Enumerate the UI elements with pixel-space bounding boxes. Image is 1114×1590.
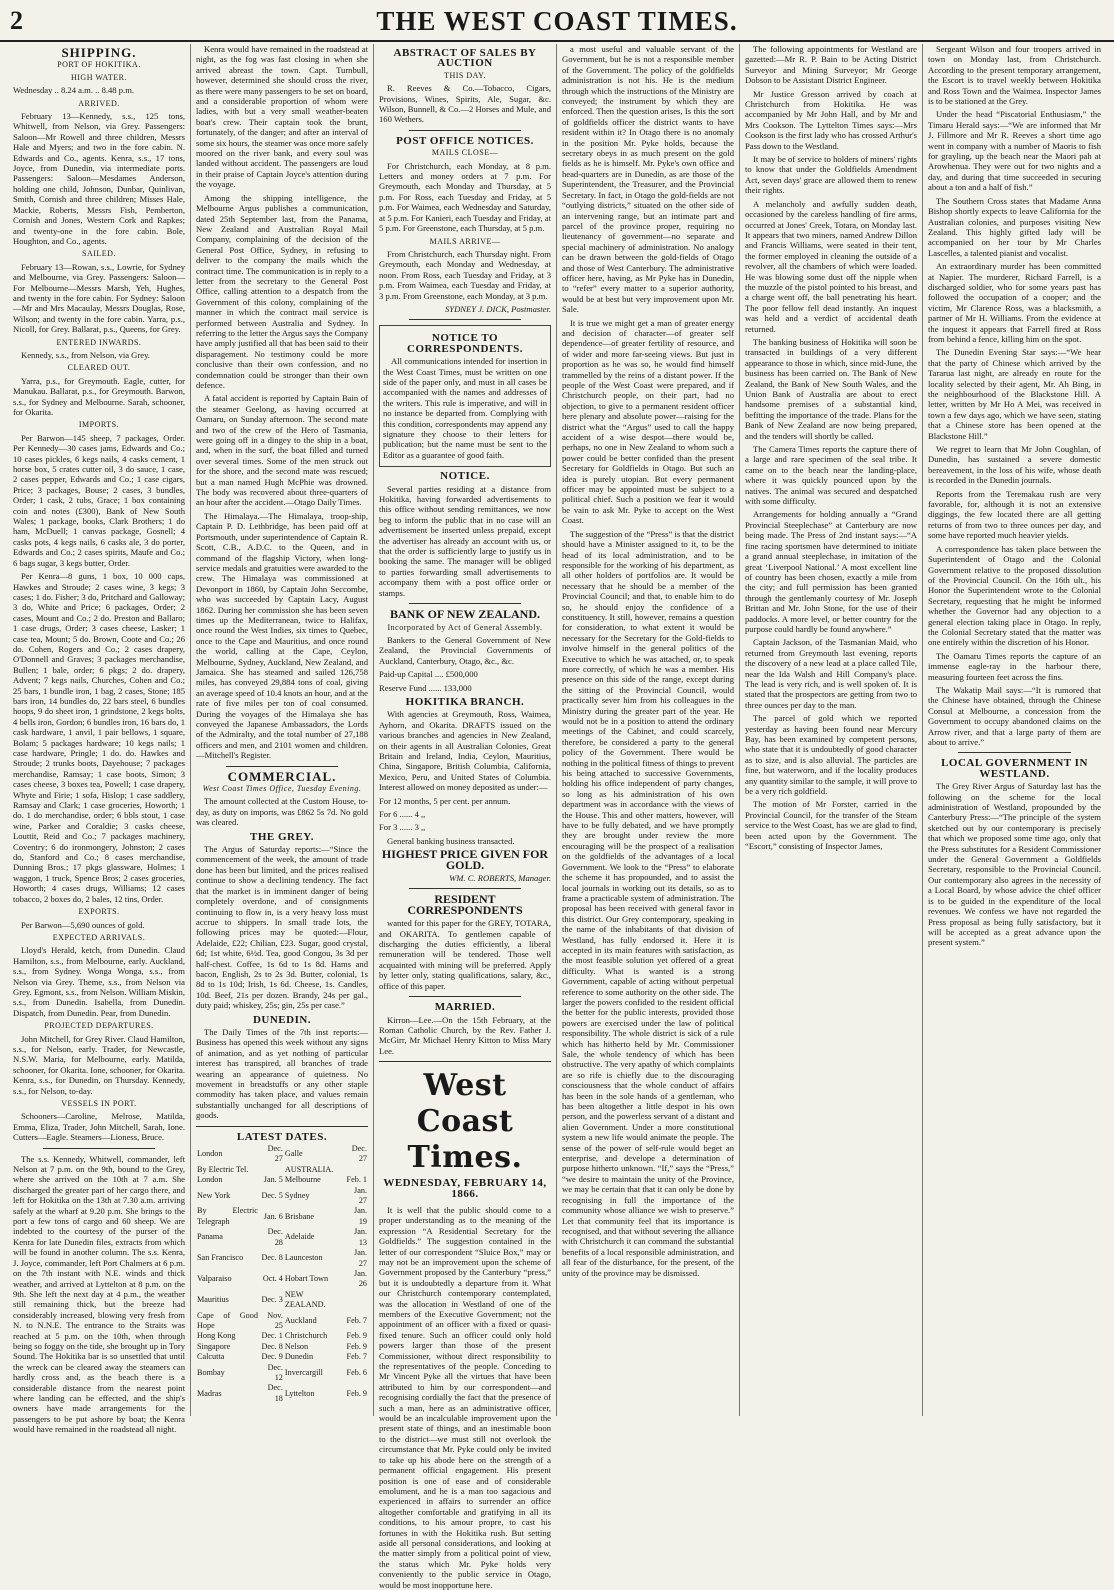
dates-row bbox=[196, 1311, 368, 1332]
dunedin-text: The Daily Times of the 7th inst reports:—Business has opened this week without any signs of animation, and as yet nothing of particular interest has transpired, all branches of trade wearing an appearance of quietness. No movement in breadstuffs or any other staple commodity has taken place, and values remain substantially unchanged for all descriptions of goods. bbox=[196, 1026, 368, 1121]
dates-row bbox=[196, 1383, 368, 1404]
dates-cell: Valparaiso bbox=[197, 1274, 232, 1284]
dates-row bbox=[196, 1331, 368, 1341]
dates-cell: Adelaide bbox=[284, 1232, 315, 1242]
imports-text: Per Barwon—145 sheep, 7 packages, Order. Per Kennedy—30 cases jams, Edwards and Co.; 10 cases pickles, 6 kegs nails, 4 casks cement, 1 horse box, 5 crates cutter oil, 3 do sauce, 1 case, 2 cases pepper, Edwards and Co.; 1 case cigars, Price; 3 packages, Bouse; 2 cases, 3 bundles, Order; 1 cask, 2 tubs, Grace; 1 box containing coin and notes (£300), Bank of New South Wales; 1 package, books, Clark Brothers; 1 do ham, McDuell; 1 canvas package, Gosnell; 4 casks pots, 4 kegs nails, 6 casks ale, 3 do porter, Edwards and Co.; 2 cases spirits, Maufe and Co.; 6 bags sugar, 3 kegs butter, Order. bbox=[13, 432, 185, 568]
postmaster-signature: SYDNEY J. DICK, Postmaster. bbox=[445, 303, 551, 314]
branch-heading: HOKITIKA BRANCH. bbox=[405, 695, 525, 708]
teremakau-item: Reports from the Teremakau rush are very favorable, for, although it is not an extensive diggings, the few located there are all getting returns of from two to three ounces per day, and some have reported much heavier yields. bbox=[928, 488, 1101, 541]
local-government-text: The Grey River Argus of Saturday last has the following on the scheme for the local administration of Westland, propounded by the Canterbury Press:—“The principle of the system sketched out by our contemporary is precisely that which we proposed some time ago, only that the Press substitutes for a Resident Commissioner under the General Government a Goldfields Secretary, responsible to the Provincial Council. Our contemporary also agrees in the necessity of a Local Board, by whose advice the chief officer is to be guided in the expenditure of the local revenues. We confess we have not regarded the Press proposal as being fully satisfactory, but it will be accepted as a great advance upon the present system.” bbox=[928, 781, 1101, 948]
paper-nameplate: West Coast Times. bbox=[407, 1068, 523, 1176]
steeplechase-item: Arrangements for holding annually a “Grand Provincial Steeplechase” at Canterbury are now being made. The Press of 2nd instant says:—“A fine racing sportsmen have determined to initiate a grand annual steeplechase, in imitation of the great ‘Liverpool National.’ A most excellent line of country has been chosen, exactly a mile from the city; and full permission has been granted through the gentlemanly courtesy of Mr. Joseph Brittan and Mr. John Stone, for the use of their paddocks. A more level, or better country for the purpose could hardly be found anywhere.” bbox=[745, 509, 917, 634]
divider bbox=[409, 603, 521, 604]
commercial-dateline: West Coast Times Office, Tuesday Evening. bbox=[202, 784, 362, 794]
banking-item: The banking business of Hokitika will soon be transacted in buildings of a very different appearance to those in which, since mid-June, the business has been carried on. The Bank of New Zealand, the Bank of New South Wales, and the Union Bank of Australia are about to erect handsome premises of a substantial kind, befitting the importance of the trade. Plans for the Bank of New Zealand are now being prepared, and the tenders will shortly be called. bbox=[745, 336, 917, 441]
column-5 bbox=[740, 44, 923, 1416]
dates-cell: Jan. 6 bbox=[263, 1211, 283, 1221]
dates-cell: Dec. 3 bbox=[261, 1294, 283, 1304]
piscatorial-item: Under the head “Piscatorial Enthusiasm,” the Timaru Herald says:—“We are informed that Mr J. Fillmore and Mr R. Reeves a short time ago went in company with a number of Maoris to fish for grayling, up the beach near the Maori pah at Arowhenua. They were out for two nights and a day, and during that time succeeded in securing about a ton and a half of fish.” bbox=[928, 109, 1101, 193]
dunedin-heading: DUNEDIN. bbox=[252, 1013, 312, 1026]
cleared-label: CLEARED OUT. bbox=[67, 363, 131, 373]
dates-row bbox=[196, 1352, 368, 1362]
dates-cell: Nelson bbox=[284, 1341, 309, 1351]
dates-cell: Nov. 25 bbox=[267, 1310, 283, 1330]
gold-parcel-item: The parcel of gold which we reported yesterday as having been found near Mercury Bay, has been examined by competent persons, who state that it is undoubtedly of good character as to size, and is also alluvial. The particles are fine, but waterworn, and if the locality produces any quantity similar to the sample, it will prove to be a very rich goldfield. bbox=[745, 713, 917, 797]
dates-cell: Dec. 1 bbox=[261, 1331, 283, 1341]
high-water-line: Wednesday .. 8.24 a.m. .. 8.48 p.m. bbox=[13, 85, 135, 96]
dates-cell: Oct. 4 bbox=[262, 1274, 283, 1284]
exports-label: EXPORTS. bbox=[78, 907, 120, 917]
notice-correspondents-box bbox=[379, 325, 551, 467]
dates-row bbox=[196, 1269, 368, 1290]
new-lead-item: Captain Jackson, of the Tasmanian Maid, who returned from Greymouth last evening, reports the discovery of a new lead at a place called Tile, near the Ida Walsh and Hill Company's place. The lead is very rich, and is well spoken of. It is stated that the prospectors are getting from two to three ounces per day to the man. bbox=[745, 637, 917, 710]
shipping-heading: SHIPPING. bbox=[61, 45, 137, 60]
dates-cell: Bombay bbox=[197, 1367, 225, 1377]
latest-dates-table bbox=[196, 1144, 368, 1404]
dates-row bbox=[196, 1342, 368, 1352]
dates-cell: Cape of Good Hope bbox=[197, 1310, 258, 1330]
divider bbox=[43, 1148, 155, 1149]
post-office-text: For Christchurch, each Monday, at 8 p.m. Letters and money orders at 7 p.m. For Greymouth, each Monday and Thursday, at 5 p.m. For Ross, each Tuesday and Friday, at 5 p.m. For Waimea, each Wednesday and Saturday, at 5 p.m. For Kanieri, each Tuesday and Friday, at 5 p.m. For Greenstone, each Thursday, at 5 p.m. bbox=[379, 160, 552, 234]
dates-row bbox=[196, 1186, 368, 1207]
masthead bbox=[0, 0, 1114, 42]
leader-continued: a most useful and valuable servant of the Government, but he is not a responsible member of the Government. The policy of the goldfields administration is not his. He is the medium through which the instructions of the Ministry are conveyed; the instrument by which they are enforced. Then the question arises, Is this the sort of goldfields officer the district wants to have resident within it? In Otago there is no anomaly in the position Mr. Pyke holds, because the secretary obeys in as much present on the gold fields as he is himself. Mr. Pyke's own office and head-quarters are in Dunedin, as are those of the Superintendent, the Treasurer, and the Provincial Secretary. In fact, in Otago the gold-fields are not “outlying districts,” situated on the other side of an intervening range, but an intimate part and parcel of the province proper, requiring no lieutenancy of government—no separate and special machinery of administration. No analogy can be drawn between the gold-fields of Otago and those of West Canterbury. The administrative officer here, having, as Mr Pyke has in Dunedin, to “refer” every matter to a superior authority, would be at best but very improvement upon Mr. Sale. bbox=[562, 44, 734, 315]
columns bbox=[8, 44, 1108, 1590]
dates-cell: Dec. 27 bbox=[351, 1144, 367, 1164]
port-subheading: PORT OF HOKITIKA. bbox=[57, 60, 141, 70]
arrived-text: February 13—Kennedy, s.s., 125 tons, Whitwell, from Nelson, via Grey. Passengers: Saloon—Mr Rowell and three children, Messrs Hale and Myers; and two in the fore cabin. N. Edwards and Co., agents. Kenra, s.s., 17 tons, Joyce, from Dunedin, via intermediate ports. Passengers: Saloon—Mesdames Anderson, holding one child, Johnson, Dunbar, Quinlivan, Smith, Cornish and three children; Misses Hale, Mackie, Roberts, Messrs Fish, Pemberton, Cornish and Jones, Western Cork and Rapkes; and twenty-one in the fore cabin. Bole, Houghton, and Co., agents. bbox=[13, 111, 185, 246]
dates-cell: Jan. 5 bbox=[263, 1175, 283, 1185]
dates-row bbox=[196, 1227, 368, 1248]
entered-label: ENTERED INWARDS. bbox=[56, 337, 142, 347]
abstract-heading: ABSTRACT OF SALES BY AUCTION bbox=[393, 47, 537, 70]
steam-service-item: The motion of Mr Forster, carried in the Provincial Council, for the transfer of the Steam service to the West Coast, has we are glad to find, been acted upon by the Government. The “Escort,” consisting of Inspector James, bbox=[745, 799, 917, 852]
dates-cell: Feb. 9 bbox=[346, 1341, 367, 1351]
rate-3-months: For 3 ...... 3 ,, bbox=[379, 822, 426, 833]
dates-cell: Galle bbox=[284, 1149, 303, 1159]
resident-correspondents-text: wanted for this paper for the GREY, TOTARA, and OKARITA. To gentlemen capable of discharging the duties efficiently, a liberal remuneration will be tendered. Those well acquainted with mining will be preferred. Apply by letter only, stating qualifications, salary, &c., office of this paper. bbox=[379, 918, 551, 991]
abstract-text: R. Reeves & Co.—Tobacco, Cigars, Provisions, Wines, Spirits, Ale, Sugar, &c. Wilson, Bunnell, & Co.—2 Horses and Mule, and 160 Wethers. bbox=[379, 83, 551, 125]
dates-cell: By Electric Telegraph bbox=[197, 1206, 258, 1226]
miners-rights-item: It may be of service to holders of miners' rights to know that under the Goldfields Amendment Act, seven days' grace are allowed them to renew their rights. bbox=[745, 154, 917, 196]
dates-row bbox=[196, 1144, 368, 1165]
bank-sub: Incorporated by Act of General Assembly. bbox=[387, 622, 543, 632]
dates-cell: Dec. 12 bbox=[267, 1362, 283, 1382]
dates-row bbox=[196, 1363, 368, 1384]
post-office-text-2: From Christchurch, each Thursday night. From Greymouth, each Monday and Wednesday, at noon. From Ross, each Tuesday and Friday, at 3 p.m. From Waimea, each Tuesday and Friday, at 3 p.m. From Greenstone, each Monday, at 3 p.m. bbox=[379, 248, 551, 301]
column-2 bbox=[191, 44, 374, 1416]
expected-label: EXPECTED ARRIVALS. bbox=[52, 932, 146, 942]
dates-cell: Jan. 27 bbox=[354, 1248, 367, 1268]
kenra-continued: Kenra would have remained in the roadstead at night, as the fog was fast closing in when she arrived abreast the town. Capt. Turnbull, however, determined she should cross the river, as there were many passengers to be set on board, and a considerable proportion of whom were ladies, with but a very small weather-beaten boat's crew. Their captain took the brunt, fortunately, of the danger; and after an interval of some six hours, the steamer was once more safely moored on the river bank, and every soul was landed without accident. The passengers are loud in their praise of Captain Joyce's attention during the voyage. bbox=[196, 44, 368, 190]
column-4 bbox=[557, 44, 740, 1416]
dates-cell: Hong Kong bbox=[197, 1331, 236, 1341]
bank-heading: BANK OF NEW ZEALAND. bbox=[389, 607, 541, 622]
dates-cell: Dec. 28 bbox=[267, 1227, 283, 1247]
dates-cell bbox=[259, 1165, 284, 1175]
dates-cell: San Francisco bbox=[197, 1253, 244, 1263]
dates-cell: Madras bbox=[197, 1388, 222, 1398]
dates-cell: Feb. 7 bbox=[346, 1315, 367, 1325]
imports-label: IMPORTS. bbox=[78, 420, 120, 430]
dates-row bbox=[196, 1248, 368, 1269]
dates-cell: Auckland bbox=[284, 1315, 317, 1325]
divider bbox=[958, 752, 1071, 753]
married-heading: MARRIED. bbox=[434, 1001, 496, 1014]
bank-reserve-fund: Reserve Fund ...... 133,000 bbox=[379, 682, 472, 693]
latest-dates-heading: LATEST DATES. bbox=[236, 1130, 328, 1143]
dates-cell: New York bbox=[197, 1190, 231, 1200]
dates-row bbox=[196, 1175, 368, 1185]
dates-cell: By Electric Tel. bbox=[197, 1164, 249, 1174]
chinese-party-item: The Dunedin Evening Star says:—“We hear that the party of Chinese which arrived by the Tararua last night, are already en route for the locality selected by their agent, Mr. Ah Bing, in the neighbourhood of the Blackstone Hill. A letter, written by Mr Ho A Mei, was received in town a few days ago, which we have seen, stating that a Chinese store has been opened at the Blackstone Hill.” bbox=[928, 347, 1101, 441]
dates-cell: Melbourne bbox=[284, 1175, 321, 1185]
high-water-label: HIGH WATER. bbox=[70, 72, 127, 82]
mail-company-article: Among the shipping intelligence, the Melbourne Argus publishes a communication, dated 25th September last, from the Panama, New Zealand and Australian Royal Mail Company, complaining of the decision of the General Post Office, Sydney, in refusing to deliver to the company the mails which the contract time. The communication is in reply to a letter from the secretary to the General Post Office, calling attention to a despatch from the Government of this colony, complaining of the manner in which the contract mail service is performed between Australia and Sydney. In referring to the letter the Argus says the Company have amply justified all that has been said to their disparagement. No testimony could be more conclusive than their own confession, and no condemnation could be stronger than their own defence. bbox=[196, 192, 368, 390]
gold-price-line: HIGHEST PRICE GIVEN FOR GOLD. bbox=[381, 847, 549, 872]
grey-text: The Argus of Saturday reports:—“Since the commencement of the week, the amount of trade done has been but limited, and the prices realised continue to show a declining tendency. The fact that the market is in imminent danger of being completely overdone, and of consignments continuing to flow in, is a very heavy loss must accrue to shippers. In small trade lots, the following prices may be quoted:—Flour, Adelaide, £22; Chilian, £23. Sugar, good crystal, 6d; 1st white, 6½d. Tea, good Congou, 3s 3d per half-chest. Coffee, 1s 6d to 1s 8d. Hams and bacon, English, 2s to 2s 3d. Butter, colonial, 1s 8d to 1s 10d; Irish, 1s 6d. Cheese, 1s. Candles, 10d. Beef, 21s per dozen. Brandy, 24s per gal., duty paid; whiskey, 25s; gin, 25s per case.” bbox=[196, 844, 368, 1011]
dates-cell: London bbox=[197, 1149, 223, 1159]
resident-correspondents-heading: RESIDENT CORRESPONDENTS bbox=[407, 892, 523, 917]
dates-cell: Feb. 9 bbox=[346, 1331, 367, 1341]
column-3 bbox=[374, 44, 557, 1590]
commercial-text: The amount collected at the Custom House, to-day, as duty on imports, was £862 5s 7d. No gold was cleared. bbox=[196, 796, 368, 828]
dates-cell: Lyttelton bbox=[284, 1388, 315, 1398]
himalaya-article: The Himalaya.—The Himalaya, troop-ship, Captain P. D. Lethbridge, has been paid off at Portsmouth, under superintendence of Captain R. Scott, C.B., A.D.C. to the Queen, and in command of the flagship Victory, when long-service medals and gratuities were awarded to the crew. The Himalaya was commissioned at Devonport in 1860, by Captain John Seccombe, who was succeeded by Captain Lacy, August 1862. During her commission she has been seven times up the Mediterranean, twice to Halifax, once round the West Indies, six times to Quebec, once to the Cape and Mauritius, and once round the world, calling at the Cape, Ceylon, Melbourne, Sydney, Auckland, New Zealand, and Jamaica. She has steamed and sailed 126,758 miles, has conveyed 29,884 tons of coal, giving an average speed of 10.4 knots an hour, and at the rate of five miles per ton of coal consumed. During the voyages of the Himalaya she has conveyed the Japanese Ambassadors, the Lords of the Admiralty, and the total number of 27,188 officers and men, and 2101 women and children.—Mitchell's Register. bbox=[196, 510, 368, 761]
dates-cell bbox=[343, 1165, 368, 1175]
page-number: 2 bbox=[10, 6, 23, 35]
dates-cell: Invercargill bbox=[284, 1367, 323, 1377]
rate-6-months: For 6 ...... 4 ,, bbox=[379, 809, 426, 819]
bank-text: Bankers to the General Government of New Zealand, the Provincial Governments of Auckland, Canterbury, Otago, &c., &c. bbox=[379, 634, 551, 666]
dates-cell: Mauritius bbox=[197, 1294, 229, 1304]
column-6 bbox=[923, 44, 1106, 1416]
divider bbox=[409, 319, 521, 320]
divider bbox=[226, 766, 338, 767]
column-1 bbox=[8, 44, 191, 1435]
grey-heading: THE GREY. bbox=[249, 830, 314, 843]
dates-cell bbox=[343, 1290, 368, 1311]
arrived-label: ARRIVED. bbox=[78, 98, 120, 108]
dates-row bbox=[196, 1165, 368, 1175]
dates-cell: Brisbane bbox=[284, 1211, 314, 1221]
in-port-text: Schooners—Caroline, Melrose, Matilda, Emma, Eliza, Trader, John Mitchell, Sarah, Ione. Cutters—Eagle. Steamers—Lioness, Bruce. bbox=[13, 1111, 185, 1143]
masthead-title: THE WEST COAST TIMES. bbox=[376, 6, 738, 36]
dates-row bbox=[196, 1290, 368, 1311]
divider bbox=[379, 1061, 551, 1062]
mails-arrive-label: MAILS ARRIVE— bbox=[429, 236, 501, 246]
chinese-claims-item: The Wakatip Mail says:—“It is rumored that the Chinese have obtained, through the Chinese Consul at Melbourne, a concession from the Government to occupy abandoned claims on the Arrow river, and that a large party of them are about to arrive.” bbox=[928, 684, 1101, 747]
dates-cell: Dec. 8 bbox=[261, 1253, 283, 1263]
dates-row bbox=[196, 1206, 368, 1227]
dates-cell: Dec. 9 bbox=[261, 1352, 283, 1362]
sudden-death-item: A melancholy and awfully sudden death, occasioned by the careless handling of fire arms, occurred at Jones' Creek, Totara, on Monday last. It appears that two miners, named Andrew Dillon and Francis Williams, were seated in their tent, the former employed in cleaning the outside of a revolver, all the chambers of which were loaded. He was blowing some dust off the nipple when the muzzle of the pistol pointed to his breast, and a charge went off, the ball penetrating his heart. The poor fellow fell dead instantly. An inquest was held and a verdict of accidental death returned. bbox=[745, 198, 917, 334]
divider bbox=[409, 130, 521, 131]
dates-cell: Hobart Town bbox=[284, 1274, 329, 1284]
issue-dateline: WEDNESDAY, FEBRUARY 14, 1866. bbox=[383, 1177, 547, 1200]
dates-cell: NEW ZEALAND. bbox=[284, 1289, 326, 1310]
dates-cell: Dec. 18 bbox=[267, 1383, 283, 1403]
notice-text: Several parties residing at a distance from Hokitika, having forwarded advertisements to this office without sending remittances, we now beg to inform the public that in no case will an advertisement be inserted unless prepaid, except the advertiser has already an account with us, or that the order is sufficiently large to justify us in booking the same. The manager will be obliged to parties forwarding small advertisements to accompany them with a post office order or stamps. bbox=[379, 483, 551, 598]
bank-paid-capital: Paid-up Capital .... £500,000 bbox=[379, 669, 478, 680]
notice-heading: NOTICE. bbox=[440, 470, 490, 483]
divider bbox=[409, 996, 521, 997]
cleared-text: Yarra, p.s., for Greymouth. Eagle, cutter, for Manukau. Ballarat, p.s., for Greymouth. Barwon, s.s., for Sydney and Melbourne. Sarah, schooner, for Okarita. bbox=[13, 375, 185, 417]
dates-cell: Jan. 26 bbox=[354, 1268, 367, 1289]
dates-cell: Feb. 6 bbox=[346, 1367, 367, 1377]
dates-cell: Dec. 27 bbox=[267, 1144, 283, 1164]
justice-gresson-item: Mr Justice Gresson arrived by coach at Christchurch from Hokitika. He was accompanied by Mr John Hall, and by Mr and Mrs Cookson. The Lyttelton Times says:—Mrs Cookson is the first lady who has crossed Arthur's Pass down to the Westland. bbox=[745, 88, 917, 151]
notice-correspondents-text: All communications intended for insertion in the West Coast Times, must be written on one side of the paper only, and must in all cases be accompanied with the names and addresses of the writers. This rule is imperative, and will in no instance be departed from. Complying with this condition, correspondents may append any signature they choose to their letters for publication; but the name must be sent to the Editor as a guarantee of good faith. bbox=[383, 356, 547, 460]
sailed-label: SAILED. bbox=[82, 249, 116, 259]
dates-cell: London bbox=[197, 1175, 223, 1185]
napier-murder-item: An extraordinary murder has been committed at Napier. The murderer, Richard Farrell, is a discharged soldier, who for some years past has followed the occupation of a cooper; and the victim, Mr Clarence Ross, was a blacksmith, a partner of Mr H. Williams. From the evidence at the inquest it appears that Farrell fired at Ross from behind a fence, killing him on the spot. bbox=[928, 261, 1101, 344]
expected-text: Lloyd's Herald, ketch, from Dunedin. Claud Hamilton, s.s., from Melbourne, early. Auckland, s.s., from Sydney. Wonga Wonga, s.s., from Nelson via Grey. Theme, s.s., from Nelson via Grey. Egmont, s.s., from Nelson. William Miskin, s.s., from Dunedin. Isabella, from Dunedin. Dispatch, from Dunedin. Pear, from Dunedin. bbox=[13, 945, 185, 1018]
dates-cell: Launceston bbox=[284, 1253, 323, 1263]
dates-cell: Sydney bbox=[284, 1190, 310, 1200]
seal-capture-item: The Camera Times reports the capture there of a large and rare specimen of the seal tribe. It came on to the beach near the landing-place, where it was quickly pounced upon by the natives. The animal was secured and despatched with some difficulty. bbox=[745, 444, 917, 507]
anna-bishop-item: The Southern Cross states that Madame Anna Bishop shortly expects to leave California for the Australian colonies, and purposes visiting New Zealand. This highly gifted lady will be accompanied on her tour by Mr Charles Lascelles, a talented pianist and vocalist. bbox=[928, 195, 1101, 258]
exports-text: Per Barwon—5,690 ounces of gold. bbox=[21, 919, 145, 930]
dates-cell: Dunedin bbox=[284, 1352, 314, 1362]
branch-text-2: General banking business transacted. bbox=[387, 835, 515, 846]
local-government-heading: LOCAL GOVERNMENT IN WESTLAND. bbox=[941, 757, 1088, 780]
sailed-text: February 13—Rowan, s.s., Lowrie, for Sydney and Melbourne, via Grey. Passengers: Saloon—For Melbourne—Messrs Marsh, Yeh, Hughes, and twenty in the fore cabin. For Sydney: Saloon—Mr and Mrs Macaulay, Messrs Douglas, Rose, Wilson; and twenty in the fore cabin. Yarra, p.s., Nicoll, for Grey. Ballarat, p.s., Queens, for Grey. bbox=[13, 261, 185, 335]
dates-cell: Dec. 8 bbox=[261, 1341, 283, 1351]
divider bbox=[196, 1126, 368, 1127]
projected-text: John Mitchell, for Grey River. Claud Hamilton, s.s., for Nelson, early. Trader, for Newcastle, N.S.W. Maria, for Melbourne, early. Matilda, schooner, for Okarita. Ione, schooner, for Okarita. Kenra, s.s., for Dunedin, on Thursday. Kennedy, s.s., for Nelson, to-day. bbox=[13, 1033, 185, 1096]
dates-cell: Singapore bbox=[197, 1341, 231, 1351]
dates-cell: Dec. 5 bbox=[261, 1190, 283, 1200]
leader-part-2: It is true we might get a man of greater energy and decision of character—of greater self dependence—of greater fertility of resource, and of wider and more far-seeing views. But just in proportion as he was so, he would find himself trammelled by the reins of a distant power. If the people of the West Coast were prepared, and if Christchurch people, on their part, had no objection, to give to a permanent resident officer here plenary and absolute power—raising for the district what the “Argus” used to call the happy accident of a wise despot—there would be, perhaps, no one in New Zealand to whom such a power could be better confided than the present Secretary for Goldfields in Otago. But such an idea is purely utopian. But every permanent officer may be appointed must be subject to a political chief. Such a position we fear it would be vain to ask Mr. Pyke to accept on the West Coast. bbox=[562, 317, 734, 526]
divider bbox=[409, 888, 521, 889]
otago-dissolution-item: A correspondence has taken place between the Superintendent of Otago and the Colonial Government relative to the proposed dissolution of the Provincial Council. On the 16th ult., his Honor the Superintendent wrote to the Colonial Secretary, requesting that he might be informed whether the Governor had any objection to a general election taking place in Otago. In reply, the Colonial Secretary stated that the matter was one entirely within the discretion of his Honor. bbox=[928, 543, 1101, 648]
fatal-accident-article: A fatal accident is reported by Captain Bain of the steamer Geelong, as having occurred at Oamaru, on Sunday afternoon. The second mate and two of the crew of the Hero of Tasmania, were going off in a dingey to the ship in a boat, and, when in the surf, the boat filled and turned over several times. Some of the men struck out for the shore, and the second mate was rescued; but a man named Hugh McPhie was drowned. The body was recovered about three-quarters of an hour after the accident.—Otago Daily Times. bbox=[196, 393, 368, 508]
leader-part-3: The suggestion of the “Press” is that the district should have a Minister assigned to it, to be the head of its local administration, and to be responsible for the working of his department, as all other holders of portfolios are. It would be necessary that he should be a member of the Provincial Council; and that, to enable him to do so, he should enjoy the confidence of a constituency. It still, however, remains a question for consideration, to what extent it would be necessary for the Secretary for the Gold-fields to involve himself in the general politics of the Executive to which he was attached, or, to speak more correctly, of which he was a member. His presence on this side of the range, except during the sitting of the Provincial Council, would practically sever him from his colleagues in the Ministry during the greater part of the year. He would not be in a position to attend the ordinary meetings of the Cabinet, and could scarcely, therefore, be considered a party to the general policy of the Government. There would be nothing in the political fitness of things to prevent his being attached to successive Governments, holding his office independent of party changes, so long as his administration of his own department was in accordance with the views of the House. This and other matters, however, will have to be fully debated, and we have promptly they are brought under review the more encouraging will be the prospect of a realisation on the goldfields of the advantages of a local Government. We look to the “Press” to elaborate the scheme it has propounded, and to assist the local journals in working out its details, so as to frame a practicable system of administration. The proposal has been received with general favor in this district. Our Grey contemporary, speaking in the name of the inhabitants of that division of Westland, has fully endorsed it. Here it is accepted in its main features with satisfaction, as the most feasible solution yet offered of a great difficulty. What is wanted is a strong Government, capable of acting without perpetual reference to some authority on the other side. The larger the powers confided to the resident official the better for the public interests, provided those powers are exercised under the law of political responsibility. The whole district is sick of a rule which has hitherto held by Mr. Commissioner Sale, the whole tendency of which has been obstructive. The very apathy of which complaints are so rife is chiefly due to the discouraging consciousness that the whole conduct of affairs has been in the sole hands of a gentleman, who has been altogether a little despot in his own person, and the powerless servant of a distant and alien Government. Under a more constitutional system a new life would animate the people. The sense of the power of self-rule would beget an enterprise, and develope a determination of purpose hitherto unknown. “If,” says the “Press,” “we desire to maintain the unity of the Province, we may be certain that that it can only be done by recognising in full the importance of the community whose alliance we wish to preserve.” Let that community feel that its importance is recognised, and that without severing the alliance with Christchurch it can command the substantial benefits of a local responsible administration, and all fear of the disturbance, for the present, of the unity of the province may be dismissed. bbox=[562, 528, 734, 1278]
bereavement-item: We regret to learn that Mr John Coughlan, of Dunedin, has sustained a severe domestic bereavement, in the loss of his wife, whose death is recorded in the Dunedin journals. bbox=[928, 444, 1101, 486]
abstract-sub: THIS DAY. bbox=[444, 70, 486, 80]
eagle-ray-item: The Oamaru Times reports the capture of an immense eagle-ray in the harbour there, measuring fourteen feet across the fins. bbox=[928, 650, 1101, 682]
projected-label: PROJECTED DEPARTURES. bbox=[44, 1021, 154, 1031]
dates-cell: Jan. 13 bbox=[354, 1227, 367, 1247]
leader-article: It is well that the public should come to a proper understanding as to the meaning of the expression “A Residential Secretary for the Goldfields.” The suggestion contained in the letter of our correspondent “Sluice Box,” may or may not be an improvement upon the scheme of Government proposed by the Canterbury “press,” but it is undoubtedly a departure from it. What our Christchurch contemporary contemplated, was the allocation in Westland of one of the members of the Executive Government; not the appointment of an officer with a fixed or quasi-fixed tenure. Such an officer could only hold powers larger than those of the present Commissioner, without direct responsibility to the representatives of the people. Conceding to Mr Vincent Pyke all the virtues that have been attributed to him by our correspondent—and recognising cordially the fact that the presence of such a man, here as an administrative officer, would be an incalculable improvement upon the present state of things, and an inestimable boon to the district—we must still not overlook the circumstance that Mr. Pyke could only be invited to take up his abode here on the strength of a permanent official engagement. His present position is one of ease and of considerable emolument, and he is a man too sagacious and experienced in affairs to surrender an office altogether comfortable and gratifying in all its conditions, to his amour propre, to cast his fortunes in with the Hokitika rush. But setting aside all personal considerations, and looking at the matter simply from a political point of view, the status which Mr. Pyke holds very conveniently to the public service in Otago, would be most inopportune here. bbox=[379, 1204, 551, 1590]
dates-cell: Calcutta bbox=[197, 1352, 225, 1362]
entered-text: Kennedy, s.s., from Nelson, via Grey. bbox=[21, 349, 150, 360]
notice-correspondents-heading: NOTICE TO CORRESPONDENTS. bbox=[407, 332, 523, 355]
dates-cell: Jan. 27 bbox=[354, 1185, 367, 1206]
dates-cell: Jan. 19 bbox=[354, 1206, 367, 1226]
shipping-news: The s.s. Kennedy, Whitwell, commander, left Nelson at 7 p.m. on the 9th, bound to the Grey, where she arrived on the 10th at 7 a.m. She discharged the greater part of her cargo there, and left for Hokitika on the 13th at 7.30 a.m. arriving safely at the wharf at 9.20 p.m. She brings to the port a few tons of cargo and 60 sheep. We are indebted to the courtesy of the purser of the Kenra for late Dunedin files, extracts from which will be found in another column. The s.s. Kenra, J. Joyce, commander, left Port Chalmers at 6 p.m. on the 7th instant with N.E. winds and thick weather, and arrived at Lyttelton at 8 p.m. on the 9th. She left the next day at 4 p.m., the weather still remaining thick, but the breeze had considerably increased, blowing very fresh from N. to N.N.E. The entrance to the Straits was reached at 5 p.m. on the 10th, when through being so foggy on the tide, she brought up in Tory Sound. The Hokitika bar is so unsettled that until the wreck can be cleared away the steamers can hardly cross and, as the beach there is a considerable distance from the nearest point where landing can be effected, and the ship's owners have made arrangements for the passengers to be put ashore by boat; the Kenra would have remained in the roadstead all night. bbox=[13, 1153, 185, 1435]
dates-cell: Feb. 1 bbox=[346, 1175, 367, 1185]
post-office-heading: POST OFFICE NOTICES. bbox=[396, 134, 534, 147]
commercial-heading: COMMERCIAL. bbox=[227, 768, 337, 784]
dates-cell: AUSTRALIA. bbox=[284, 1164, 334, 1174]
married-text: Kirron—Lee.—On the 15th February, at the Roman Catholic Church, by the Rev. Father J. McGirr, Mr Michael Henry Kitton to Miss Mary Lee. bbox=[379, 1014, 551, 1056]
escort-item: Sergeant Wilson and four troopers arrived in town on Monday last, from Christchurch. According to the present temporary arrangement, the Escort is to travel weekly between Hokitika and Ross Town and the Waimea. Inspector James is to be stationed at the Grey. bbox=[928, 44, 1101, 107]
kenra-imports-text: Per Kenra—8 guns, 1 box, 10 000 caps, Hawkes and Stroude; 2 cases wine, 3 kegs; 3 cases; 1 do. Fisher; 3 do, Pritchard and Galloway; 3 do, White and Price; 6 packages, Order; 2 cases, Mount and Co.; 2 do. Preston and Ballaro; 1 case drugs, Order; 3 cases cheese, Lasker; 1 case tea, Mount; 5 do. Brown, Coote and Co.; 26 do. Cohen, Rogers and Co.; 2 cases drapery, O'Donnell and Graves; 3 packages merchandise, Bullen; 1 bale, order; 6 pkgs; 2 do. drapery, Advent; 7 kegs nails, Churches, Cohen and Co.; 25 bars, 1 bundle iron, 1 bag, 2 cases, Stone; 185 bars iron, 14 bundles do, 22 bars steel, 6 bundles hoops, 9 do sheet iron, 1 grindstone, 2 kegs bolts, 4 bells iron, Gordon; 6 bundles iron, 16 bars do, 1 cask hardware, 1 anvil, 1 pair bellows, 1 square, Bolam; 5 packages hardware; 10 kegs nails; 1 case hardware, Pringle; 1 do. do. Hawkes and Stroude; 2 trunks boots, Dayehouse; 7 packages merchandise, Ramsay; 1 case boots, Simon; 3 cases cheese, 3 boxes tea, Powell; 1 case drapery, Whyte and Firie; 1 sofa, Hislop; 1 case saddlery, Ramsay and Clark; 1 case groceries, Howorth; 1 do. 1 do merchandise, order; 6 bbls stout, 1 case wine, Parker and Coraldie; 3 casks cheese, Louttit, Reid and Co.; 7 packages machinery, Coventry; 6 do ironmongery, Johnston; 2 cases do, Stanford and Co.; 8 cases merchandise, Dunning Bros.; 17 pkgs glassware, Holmes; 1 waggon, 1 truck, Spence Bros; 2 cases groceries, Howorth; 4 cases drugs, Williams; 12 cases tobacco, 2 boxes do, 2 bales, 12 tins, Order. bbox=[13, 571, 185, 904]
dates-cell: Feb. 7 bbox=[346, 1352, 367, 1362]
mails-close-label: MAILS CLOSE— bbox=[431, 148, 499, 158]
dates-cell: Christchurch bbox=[284, 1331, 328, 1341]
dates-cell: Panama bbox=[197, 1232, 223, 1242]
dates-cell: Feb. 9 bbox=[346, 1388, 367, 1398]
in-port-label: VESSELS IN PORT. bbox=[61, 1099, 137, 1108]
rate-12-months: For 12 months, 5 per cent. per annum. bbox=[379, 795, 511, 806]
appointments-item: The following appointments for Westland are gazetted:—Mr R. P. Bain to be Acting District Surveyor and Mining Surveyor; Mr George Dobson to be Assistant District Engineer. bbox=[745, 44, 917, 86]
branch-text: With agencies at Greymouth, Ross, Waimea, Ayhorn, and Okarita. DRAFTS issued on the various branches and agencies in New Zealand, on their agents in all Australian Colonies, Great Britain and Ireland, India, Ceylon, Mauritius, China, Singapore, British Columbia, California, Mexico, Peru, and United States of Columbia. Interest allowed on money deposited as under:— bbox=[379, 709, 551, 793]
manager-signature: WM. C. ROBERTS, Manager. bbox=[449, 873, 551, 884]
